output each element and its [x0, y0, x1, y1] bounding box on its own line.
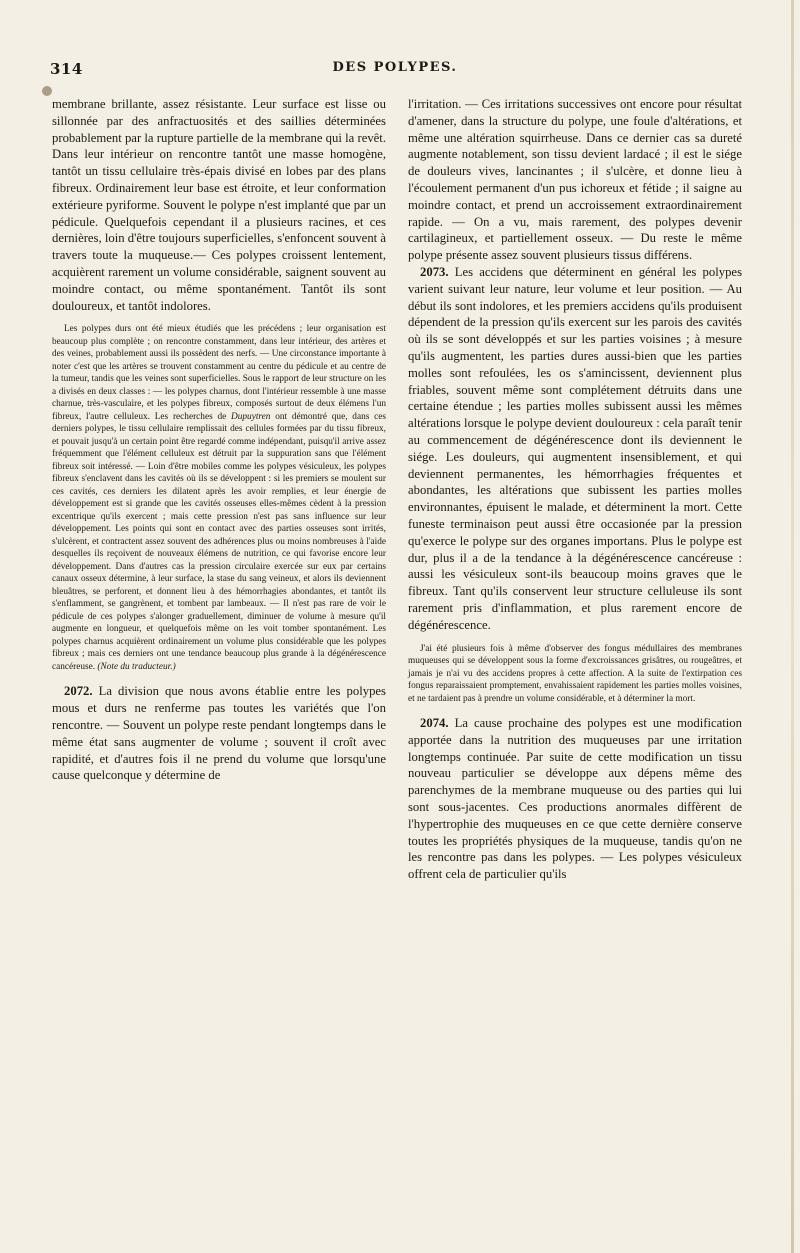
running-title: DES POLYPES. [332, 60, 458, 75]
author-note: J'ai été plusieurs fois à même d'observer des fongus médullaires des membranes muqueuses qui se développent sous la forme d'excroissances grisâtres, ou rougeâtres, et jamais je n'ai vu des accidens propres à cette affection. A la suite de l'extirpation ces fongus reparaissaient promptement, envahissaient rapidement les parties molles voisines, et ne tardaient pas à prendre un volume considérable, et à déterminer la mort. [408, 643, 742, 704]
right-column [408, 96, 742, 883]
paragraph-text: Les accidens que déterminent en général les polypes varient suivant leur nature, leur volume et leur position. — Au début ils sont indolores, et les premiers accidens qu'ils produisent dépendent de la pression qu'ils exercent sur les parois des cavités où ils se sont développés et sur les parties voisines ; à mesure qu'ils augmentent, les parties dures aussi-bien que les parties molles sont refoulées, les os s'amincissent, deviennent plus friables, souvent même sont complétement détruits dans une certaine étendue ; les parties molles subissent aussi les mêmes altérations lorsque le polype devient douloureux : cela paraît tenir au commencement de dégénérescence dont ils deviennent le siége. Les douleurs, qui augmentent insensiblement, et qui deviennent permanentes, les hémorrhagies fréquentes et abondantes, les altérations que subissent les parties molles environnantes, épuisent le malade, et déterminent la mort. Cette funeste terminaison peut aussi être occasionée par la pression qu'exerce le polype sur des organes importans. Plus le polype est dur, plus il a de la tendance à la dégénérescence cancéreuse : aussi les vésiculeux sont-ils beaucoup moins graves que le fibreux. Tant qu'ils conservent leur structure celluleuse ils sont rarement pris d'inflammation, et plus rarement encore de dégénérescence. [408, 264, 743, 632]
note-credit: (Note du traducteur.) [97, 661, 176, 672]
page-edge [791, 0, 794, 1253]
ink-stain [42, 86, 52, 96]
paragraph-text: La division que nous avons établie entre les polypes mous et durs ne renferme pas toutes les variétés que l'on rencontre. — Souvent un polype reste pendant longtemps dans le même état sans augmenter de volume ; souvent il croît avec rapidité, et d'autres fois il ne prend du volume que lorsqu'une cause quelconque y détermine de [52, 684, 386, 783]
paragraph-text: La cause prochaine des polypes est une modification apportée dans la nutrition des muqueuses par une irritation longtemps continuée. Par suite de cette modification un tissu nouveau particulier se développe aux dépens même des parenchymes de la membrane muqueuse ou des parties qui lui sont sous-jacentes. Ces productions anormales diffèrent de l'hypertrophie des muqueuses en ce que cette dernière conserve toutes les propriétés physiques de la muqueuse, tandis qu'on ne les rencontre pas dans les polypes. — Les polypes vésiculeux offrent cela de particulier qu'ils [408, 716, 742, 882]
left-column [52, 96, 386, 784]
paragraph-2074 [408, 715, 742, 883]
note-author: Dupuytren [231, 411, 271, 422]
paragraph-number: 2074. [420, 716, 449, 730]
page-number: 314 [50, 60, 83, 78]
page-header [50, 60, 740, 84]
translator-note [52, 323, 386, 673]
paragraph-continued-right: l'irritation. — Ces irritations successives ont encore pour résultat d'amener, dans la structure du polype, une foule d'altérations, et même une altération squirrheuse. Dans ce dernier cas sa dureté augmente notablement, son tissu devient lardacé ; il est le siége de douleurs vives, lancinantes ; il s'ulcère, et donne lieu à l'écoulement permanent d'un pus ichoreux et fétide ; il saigne au moindre contact, et prend un accroissement extraordinairement rapide. — On a vu, mais rarement, des polypes devenir cartilagineux, et partiellement osseux. — Du reste le même polype présente assez souvent plusieurs tissus différens. [408, 97, 742, 263]
note-text-main: Les polypes durs ont été mieux étudiés que les précédens ; leur organisation est beaucoup plus complète ; on rencontre constamment, dans leur intérieur, des artères et des veines, probablement aussi ils possèdent des nerfs. — Une circonstance importante à noter c'est que les artères se trouvent constamment au centre du pédicule et au centre de la tumeur, tandis que les veines sont superficielles. Sous le rapport de leur structure on les a divisés en deux classes : — les polypes charnus, dont l'intérieur ressemble à une masse charnue, très-vasculaire, et les polypes fibreux, composés surtout de deux élémens l'un fibreux, l'autre celluleux. Les recherches de [52, 324, 386, 422]
paragraph-number: 2073. [420, 264, 449, 279]
paragraph-2072 [52, 683, 386, 784]
note-text-rest: ont démontré que, dans ces derniers polypes, le tissu cellulaire remplissait des cellules formées par du tissu fibreux, et pouvait jusqu'à un certain point être regardé comme indépendant, puisqu'il arrive assez fréquemment que l'élément celluleux est détruit par la suppuration sans que l'élément fibreux soit intéressé. — Loin d'être mobiles comme les polypes vésiculeux, les polypes fibreux s'enclavent dans les cavités où ils se développent : si les premiers se moulent sur ces cavités, ces derniers les dilatent après les avoir remplies, et leur énergie de développement est si grande que les cavités osseuses elles-mêmes cèdent à la pression excentrique qu'ils exercent ; mais cette pression n'est pas sans influence sur leur développement. Les points qui sont en contact avec des parties osseuses sont irrités, s'ulcèrent, et contractent assez souvent des adhérences plus ou moins nombreuses à l'aide desquelles ils reçoivent de nouveaux élémens de nutrition, ce qui favorise encore leur développement. Dans d'autres cas la pression circulaire exercée sur eux par certains canaux osseux détermine, à leur surface, la stase du sang veineux, et alors ils deviennent bleuâtres, se perforent, et donnent lieu à des hémorrhagies abondantes, et tantôt ils s'enflamment, se gangrènent, et tombent par lambeaux. — Il n'est pas rare de voir le pédicule de ces polypes s'alonger graduellement, diminuer de volume à mesure qu'il augmente en longueur, et quelquefois même on les voit tomber spontanément. Les polypes charnus acquièrent ordinairement un volume plus considérable que les polypes fibreux ; mais ces derniers ont une tendance beaucoup plus grande à la dégénérescence cancéreuse. [52, 411, 386, 672]
paragraph-number: 2072. [64, 684, 93, 699]
paragraph-continued: membrane brillante, assez résistante. Leur surface est lisse ou sillonnée par des anfractuosités et des saillies déterminées probablement par la rupture partielle de la membrane qui la revêt. Dans leur intérieur on rencontre tantôt une masse homogène, tantôt un tissu cellulaire très-épais divisé en lobes par des plans fibreux. Ordinairement leur base est étroite, et leur conformation extérieure pyriforme. Souvent le polype n'est implanté que par un pédicule. Quelquefois cependant il a plusieurs racines, et ces dernières, loin d'être toujours superficielles, s'enfoncent souvent à travers toute la muqueuse.— Ces polypes croissent lentement, acquièrent rarement un volume considérable, saignent souvent au moindre contact, ou même spontanément. Tantôt ils sont douloureux, et tantôt indolores. [52, 97, 386, 313]
paragraph-2073 [408, 264, 742, 634]
